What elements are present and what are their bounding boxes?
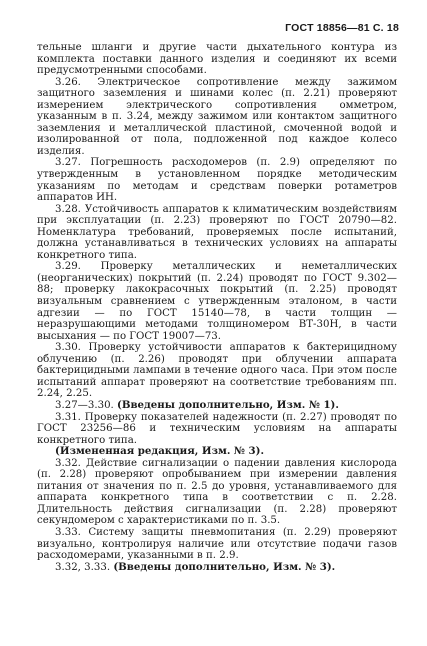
amendment-text: (Введены дополнительно, Изм. № 1). — [117, 398, 339, 411]
paragraph: 3.28. Устойчивость аппаратов к климатическим воздействиям при эксплуатации (п. 2.23) проверяют по ГОСТ 20790—82. Номенклатура требований, проверяемых после испытаний, должна устанавливаться в технических условиях на аппараты конкретного типа. — [37, 203, 397, 261]
paragraph: 3.29. Проверку металлических и неметаллических (неорганических) покрытий (п. 2.24) проводят по ГОСТ 9.302—88; проверку лакокрасочных покрытий (п. 2.25) проводят визуальным сравнением с утвержденным эталоном, в части адгезии — по ГОСТ 15140—78, в части толщин — неразрушающими методами толщиномером ВТ-30Н, в части высыхания — по ГОСТ 19007—73. — [37, 261, 397, 342]
page-header: ГОСТ 18856—81 С. 18 — [285, 22, 399, 34]
paragraph: тельные шланги и другие части дыхательного контура из комплекта поставки данного изделия и соединяют их всеми предусмотренными способами. — [37, 42, 397, 77]
amendment-note — [37, 446, 397, 458]
amendment-text: (Введены дополнительно, Изм. № 3). — [113, 560, 336, 573]
amendment-text: (Измененная редакция, Изм. № 3). — [55, 445, 265, 458]
paragraph: 3.31. Проверку показателей надежности (п. 2.27) проводят по ГОСТ 23256—86 и техническим условиям на аппараты конкретного типа. — [37, 411, 397, 446]
amendment-note — [37, 562, 397, 574]
paragraph: 3.26. Электрическое сопротивление между зажимом защитного заземления и шинами колес (п. 2.21) проверяют измерением электрического сопротивления омметром, указанным в п. 3.24, между зажимом или контактом защитного заземления и металлической пластиной, смоченной водой и изолированной от пола, подложенной под каждое колесо изделия. — [37, 76, 397, 157]
document-body — [37, 42, 397, 573]
paragraph: 3.32. Действие сигнализации о падении давления кислорода (п. 2.28) проверяют опробыванием при измерении давления питания от значения по п. 2.5 до уровня, устанавливаемого для аппарата конкретного типа в соответствии с п. 2.28. Длительность действия сигнализации (п. 2.28) проверяют секундомером с характеристиками по п. 3.5. — [37, 457, 397, 527]
amendment-clauses: 3.27—3.30. — [55, 399, 118, 411]
amendment-clauses: 3.32, 3.33. — [55, 561, 114, 573]
paragraph: 3.27. Погрешность расходомеров (п. 2.9) определяют по утвержденным в установленном порядке методическим указаниям по методам и средствам поверки ротаметров аппаратов ИН. — [37, 157, 397, 204]
amendment-note — [37, 400, 397, 412]
paragraph: 3.33. Систему защиты пневмопитания (п. 2.29) проверяют визуально, контролируя наличие или отсутствие подачи газов расходомерами, указанными в п. 2.9. — [37, 526, 397, 562]
paragraph: 3.30. Проверку устойчивости аппаратов к бактерицидному облучению (п. 2.26) проводят при облучении аппарата бактерицидными лампами в течение одного часа. При этом после испытаний аппарат проверяют на соответствие требованиям пп. 2.24, 2.25. — [37, 342, 397, 400]
